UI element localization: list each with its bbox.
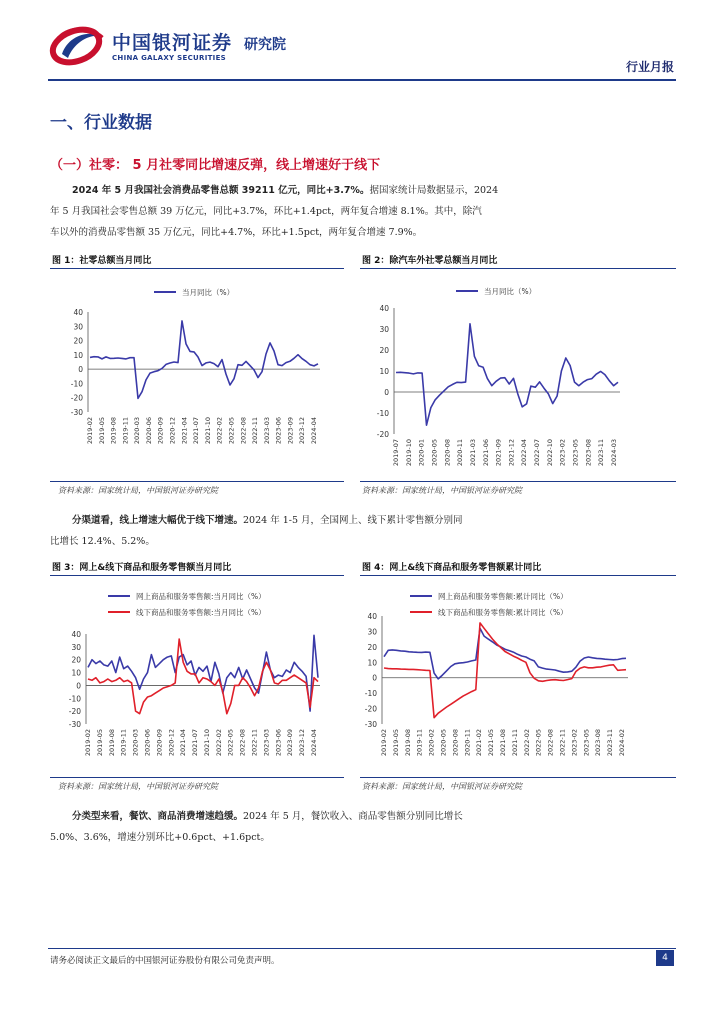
x-tick-label: 2023-03 [262, 417, 271, 445]
x-tick-label: 2022-02 [214, 729, 223, 757]
x-tick-label: 2022-11 [251, 417, 260, 445]
x-tick-label: 2019-11 [119, 729, 128, 757]
legend-label: 线下商品和服务零售额:累计同比（%） [438, 608, 568, 617]
y-tick-label: 10 [73, 350, 83, 360]
x-tick-label: 2021-07 [192, 417, 201, 445]
paragraph-text: 2024 年 5 月，餐饮收入、商品零售额分别同比增长 [243, 811, 463, 822]
x-tick-label: 2019-08 [107, 729, 116, 757]
brand-name-en: CHINA GALAXY SECURITIES [112, 54, 226, 62]
y-tick-label: -20 [70, 393, 83, 403]
legend-label: 当月同比（%） [484, 287, 537, 296]
y-tick-label: 10 [367, 658, 377, 668]
x-tick-label: 2019-08 [109, 417, 118, 445]
y-tick-label: -10 [68, 694, 81, 704]
chart-fig4 [360, 580, 676, 774]
x-tick-label: 2023-05 [571, 439, 580, 467]
x-tick-label: 2022-11 [558, 729, 567, 757]
y-tick-label: 30 [71, 642, 81, 652]
x-tick-label: 2023-06 [274, 729, 283, 757]
x-tick-label: 2022-05 [227, 417, 236, 445]
footer-divider [48, 948, 676, 949]
series-line [384, 628, 626, 679]
y-tick-label: 20 [71, 655, 81, 665]
x-tick-label: 2019-05 [95, 729, 104, 757]
y-tick-label: 40 [367, 612, 377, 621]
legend-label: 网上商品和服务零售额:累计同比（%） [438, 592, 568, 601]
report-type: 行业月报 [625, 60, 674, 74]
y-tick-label: 40 [73, 308, 83, 317]
paragraph-channel [50, 510, 680, 552]
figure-rule [360, 777, 676, 778]
y-tick-label: -10 [70, 379, 83, 389]
y-tick-label: 0 [384, 388, 389, 397]
figure-rule [360, 575, 676, 576]
y-tick-label: -10 [376, 409, 389, 418]
x-tick-label: 2023-11 [597, 439, 606, 467]
x-tick-label: 2020-06 [143, 729, 152, 757]
x-tick-label: 2022-08 [239, 417, 248, 445]
figure-title: 图 3：网上&线下商品和服务零售额当月同比 [52, 563, 232, 573]
x-tick-label: 2023-02 [570, 729, 579, 757]
x-tick-label: 2021-05 [487, 729, 496, 757]
x-tick-label: 2019-10 [404, 439, 413, 467]
x-tick-label: 2024-03 [610, 439, 618, 467]
institute-label: 研究院 [244, 37, 286, 53]
x-tick-label: 2021-04 [179, 729, 188, 757]
figure-rule [50, 777, 344, 778]
x-tick-label: 2023-12 [298, 417, 307, 445]
x-tick-label: 2019-02 [84, 729, 92, 757]
x-tick-label: 2023-03 [262, 729, 271, 757]
y-tick-label: 40 [71, 630, 81, 639]
x-tick-label: 2022-11 [250, 729, 259, 757]
paragraph-lead: 2024 年 5 月我国社会消费品零售总额 39211 亿元，同比+3.7%。 [72, 185, 370, 196]
x-tick-label: 2020-12 [168, 417, 177, 445]
x-tick-label: 2020-05 [439, 729, 448, 757]
y-tick-label: 20 [379, 346, 389, 355]
x-tick-label: 2022-08 [238, 729, 247, 757]
x-tick-label: 2020-05 [430, 439, 439, 467]
x-tick-label: 2023-06 [274, 417, 283, 445]
series-line [90, 321, 318, 399]
y-tick-label: -30 [364, 720, 377, 729]
header-divider [48, 79, 676, 81]
galaxy-logo-icon [48, 22, 108, 68]
x-tick-label: 2021-10 [203, 417, 212, 445]
figure-title: 图 2：除汽车外社零总额当月同比 [362, 256, 498, 266]
x-tick-label: 2020-11 [463, 729, 472, 757]
y-tick-label: 10 [379, 367, 389, 376]
y-tick-label: 20 [73, 336, 83, 346]
figure-rule [50, 575, 344, 576]
x-tick-label: 2023-02 [558, 439, 567, 467]
figure-rule [360, 481, 676, 482]
legend-label: 当月同比（%） [182, 288, 235, 297]
y-tick-label: 30 [73, 322, 83, 332]
x-tick-label: 2020-06 [144, 417, 153, 445]
x-tick-label: 2023-05 [582, 729, 591, 757]
y-tick-label: 0 [372, 673, 377, 683]
x-tick-label: 2023-12 [298, 729, 307, 757]
x-tick-label: 2019-08 [403, 729, 412, 757]
x-tick-label: 2023-08 [584, 439, 593, 467]
x-tick-label: 2020-01 [417, 439, 426, 467]
x-tick-label: 2019-05 [97, 417, 106, 445]
x-tick-label: 2020-03 [131, 729, 140, 757]
x-tick-label: 2021-03 [468, 439, 477, 467]
paragraph-lead: 分渠道看，线上增速大幅优于线下增速。 [72, 515, 244, 526]
figure-source: 资料来源：国家统计局，中国银河证券研究院 [58, 782, 218, 791]
paragraph-lead: 分类型来看，餐饮、商品消费增速趋缓。 [72, 811, 244, 822]
series-line [384, 623, 626, 718]
figure-rule [360, 268, 676, 269]
x-tick-label: 2021-02 [475, 729, 484, 757]
x-tick-label: 2022-04 [520, 439, 529, 467]
y-tick-label: -30 [70, 408, 83, 417]
x-tick-label: 2022-05 [226, 729, 235, 757]
x-tick-label: 2022-08 [546, 729, 555, 757]
y-tick-label: 30 [379, 325, 389, 334]
x-tick-label: 2019-02 [86, 417, 94, 445]
x-tick-label: 2021-06 [481, 439, 490, 467]
x-tick-label: 2020-11 [456, 439, 465, 467]
x-tick-label: 2020-09 [156, 417, 165, 445]
series-line [88, 639, 318, 714]
x-tick-label: 2024-04 [310, 729, 318, 757]
y-tick-label: 0 [78, 365, 83, 375]
x-tick-label: 2022-07 [533, 439, 542, 467]
series-line [396, 324, 618, 425]
x-tick-label: 2023-08 [594, 729, 603, 757]
x-tick-label: 2019-11 [415, 729, 424, 757]
y-tick-label: 20 [367, 642, 377, 652]
y-tick-label: -10 [364, 689, 377, 699]
paragraph-text: 5.0%、3.6%，增速分别环比+0.6pct、+1.6pct。 [50, 832, 270, 843]
x-tick-label: 2020-12 [167, 729, 176, 757]
paragraph-text: 据国家统计局数据显示，2024 [369, 185, 499, 196]
brand-name-cn: 中国银河证券 [112, 32, 233, 54]
y-tick-label: -30 [68, 720, 81, 729]
x-tick-label: 2021-12 [507, 439, 516, 467]
chart-fig1 [50, 272, 344, 478]
page-number: 4 [656, 950, 674, 966]
figure-title: 图 1：社零总额当月同比 [52, 256, 152, 266]
x-tick-label: 2021-09 [494, 439, 503, 467]
paragraph-text: 比增长 12.4%、5.2%。 [50, 536, 155, 547]
y-tick-label: 0 [76, 681, 81, 691]
x-tick-label: 2021-08 [499, 729, 507, 757]
subsection-title: （一）社零： 5 月社零同比增速反弹，线上增速好于线下 [50, 158, 381, 173]
y-tick-label: 30 [367, 627, 377, 637]
figure-title: 图 4：网上&线下商品和服务零售额累计同比 [362, 563, 542, 573]
x-tick-label: 2023-11 [606, 729, 615, 757]
chart-fig3 [50, 580, 344, 774]
x-tick-label: 2022-02 [522, 729, 531, 757]
x-tick-label: 2020-02 [427, 729, 436, 757]
y-tick-label: 10 [71, 668, 81, 678]
figure-source: 资料来源：国家统计局，中国银河证券研究院 [362, 486, 522, 495]
legend-label: 线下商品和服务零售额:当月同比（%） [136, 608, 266, 617]
paragraph-category [50, 806, 680, 848]
paragraph-text: 年 5 月我国社会零售总额 39 万亿元，同比+3.7%，环比+1.4pct，两年复合增速 8.1%。其中，除汽 [50, 206, 482, 217]
x-tick-label: 2022-10 [545, 439, 554, 467]
x-tick-label: 2021-11 [510, 729, 519, 757]
x-tick-label: 2023-09 [286, 729, 295, 757]
x-tick-label: 2021-10 [202, 729, 211, 757]
x-tick-label: 2021-04 [180, 417, 189, 445]
x-tick-label: 2023-09 [286, 417, 295, 445]
x-tick-label: 2020-08 [443, 439, 452, 467]
figure-source: 资料来源：国家统计局，中国银河证券研究院 [362, 782, 522, 791]
chart-fig2 [360, 272, 676, 478]
x-tick-label: 2019-07 [392, 439, 400, 467]
paragraph-text: 2024 年 1-5 月，全国网上、线下累计零售额分别同 [243, 515, 463, 526]
x-tick-label: 2020-09 [155, 729, 164, 757]
y-tick-label: 40 [379, 304, 389, 313]
x-tick-label: 2024-04 [310, 417, 318, 445]
y-tick-label: -20 [68, 707, 81, 717]
x-tick-label: 2022-05 [534, 729, 543, 757]
paragraph-retail-total [50, 180, 680, 243]
x-tick-label: 2019-11 [121, 417, 130, 445]
x-tick-label: 2019-05 [391, 729, 400, 757]
x-tick-label: 2020-03 [133, 417, 142, 445]
x-tick-label: 2020-08 [451, 729, 460, 757]
figure-rule [50, 481, 344, 482]
x-tick-label: 2021-07 [191, 729, 200, 757]
paragraph-text: 车以外的消费品零售额 35 万亿元，同比+4.7%，环比+1.5pct，两年复合增速 7.9%。 [50, 227, 423, 238]
figure-source: 资料来源：国家统计局，中国银河证券研究院 [58, 486, 218, 495]
x-tick-label: 2022-02 [215, 417, 224, 445]
y-tick-label: -20 [376, 430, 389, 439]
figure-rule [50, 268, 344, 269]
series-line [88, 635, 318, 711]
footer-disclaimer: 请务必阅读正文最后的中国银河证券股份有限公司免责声明。 [50, 956, 280, 966]
x-tick-label: 2024-02 [618, 729, 626, 757]
section-title: 一、行业数据 [50, 113, 152, 133]
y-tick-label: -20 [364, 704, 377, 714]
legend-label: 网上商品和服务零售额:当月同比（%） [136, 592, 266, 601]
x-tick-label: 2019-02 [380, 729, 388, 757]
